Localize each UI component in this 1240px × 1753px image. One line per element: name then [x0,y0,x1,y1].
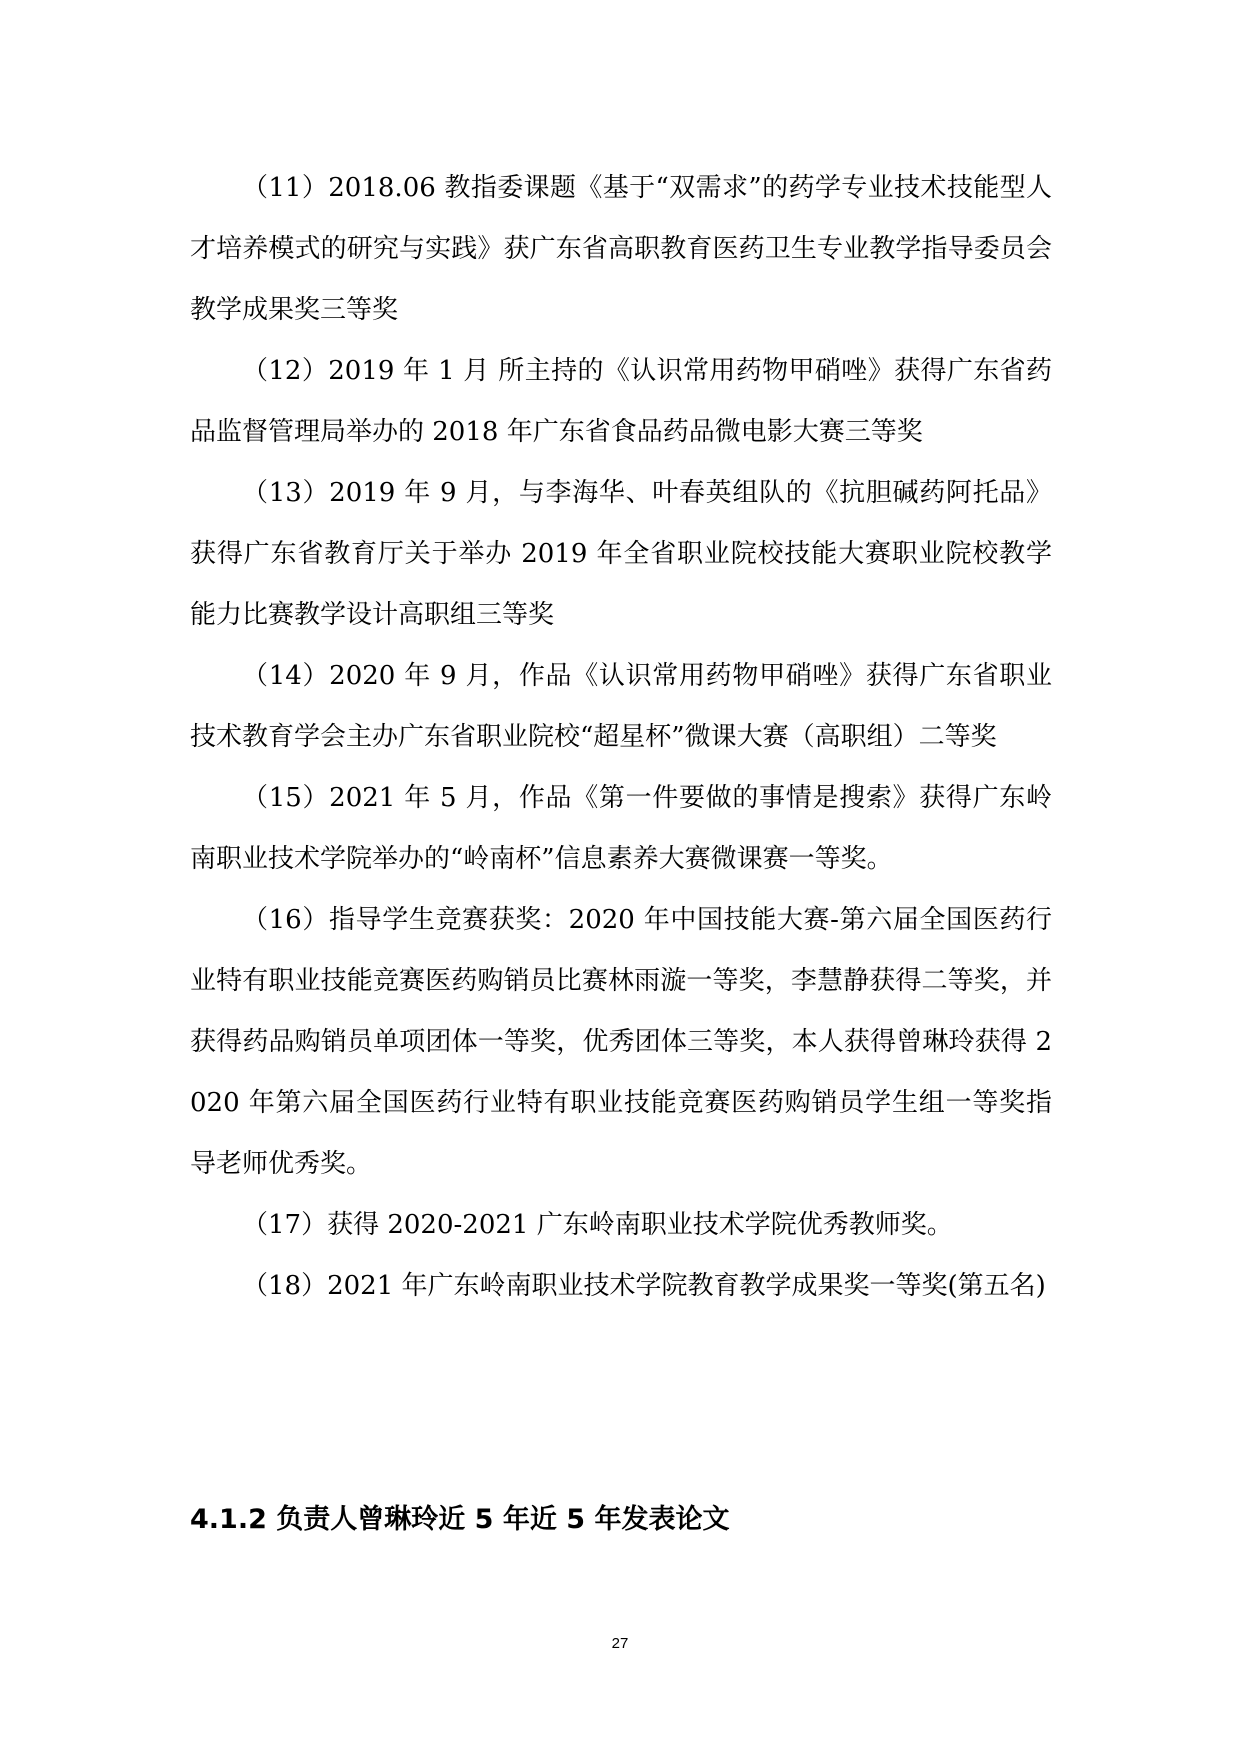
paragraph-award-11: （11）2018.06 教指委课题《基于“双需求”的药学专业技术技能型人才培养模式的研究与实践》获广东省高职教育医药卫生专业教学指导委员会教学成果奖三等奖 [190,173,1052,325]
paragraph-award-13: （13）2019 年 9 月，与李海华、叶春英组队的《抗胆碱药阿托品》获得广东省教育厅关于举办 2019 年全省职业院校技能大赛职业院校教学能力比赛教学设计高职组三等奖 [190,478,1052,630]
paragraph-award-14: （14）2020 年 9 月，作品《认识常用药物甲硝唑》获得广东省职业技术教育学会主办广东省职业院校“超星杯”微课大赛（高职组）二等奖 [190,661,1052,752]
section-heading: 4.1.2 负责人曾琳玲近 5 年近 5 年发表论文 [190,1504,730,1535]
paragraph-award-18: （18）2021 年广东岭南职业技术学院教育教学成果奖一等奖(第五名) [242,1271,1046,1301]
paragraph-award-17: （17）获得 2020-2021 广东岭南职业技术学院优秀教师奖。 [242,1210,953,1240]
paragraph-award-12: （12）2019 年 1 月 所主持的《认识常用药物甲硝唑》获得广东省药品监督管理局举办的 2018 年广东省食品药品微电影大赛三等奖 [190,356,1052,447]
paragraph-award-15: （15）2021 年 5 月，作品《第一件要做的事情是搜索》获得广东岭南职业技术学院举办的“岭南杯”信息素养大赛微课赛一等奖。 [190,783,1052,874]
document-body [190,158,1052,1317]
page-number: 27 [611,1635,629,1652]
paragraph-award-16: （16）指导学生竞赛获奖：2020 年中国技能大赛-第六届全国医药行业特有职业技能竞赛医药购销员比赛林雨漩一等奖，李慧静获得二等奖，并获得药品购销员单项团体一等奖，优秀团体三等奖，本人获得曾琳玲获得 2020 年第六届全国医药行业特有职业技能竞赛医药购销员学生组一等奖指导老师优秀奖。 [190,905,1052,1179]
